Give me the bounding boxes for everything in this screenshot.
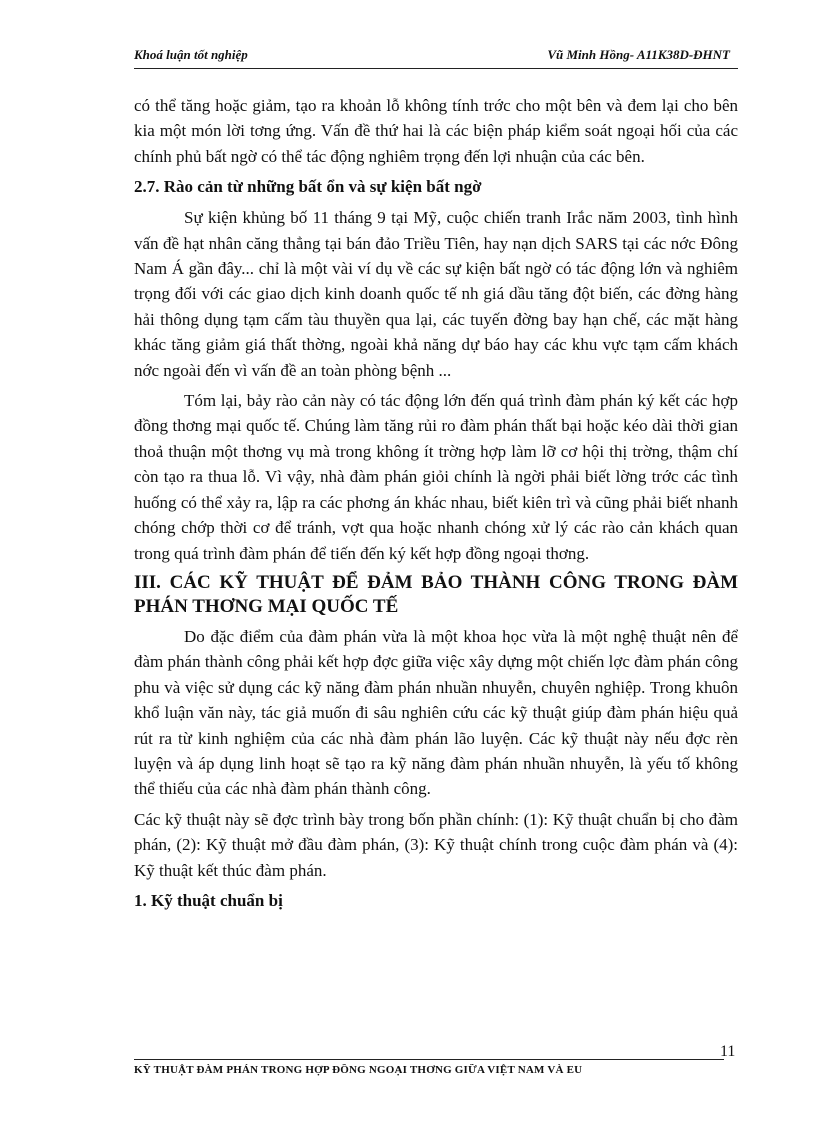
paragraph-four-parts: Các kỹ thuật này sẽ đợc trình bày trong bốn phần chính: (1): Kỹ thuật chuẩn bị cho đàm phán, (2): Kỹ thuật mở đầu đàm phán, (3): Kỹ thuật chính trong cuộc đàm phán và (4): Kỹ thuật kết thúc đàm phán.	[134, 809, 738, 880]
paragraph-continuation: có thể tăng hoặc giảm, tạo ra khoản lỗ không tính trớc cho một bên và đem lại cho bên kia một món lời tơng ứng. Vấn đề thứ hai là các biện pháp kiểm soát ngoại hối của các chính phủ bất ngờ có thể tác động nghiêm trọng đến lợi nhuận của các bên.	[134, 96, 738, 166]
heading-2-7: 2.7. Rào cản từ những bất ổn và sự kiện bất ngờ	[134, 177, 482, 197]
header-divider	[134, 68, 738, 69]
paragraph-techniques-intro: Do đặc điểm của đàm phán vừa là một khoa học vừa là một nghệ thuật nên để đàm phán thành công phải kết hợp đợc giữa việc xây dựng một chiến lợc đàm phán công phu và việc sử dụng các kỹ năng đàm phán nhuần nhuyễn, chuyên nghiệp. Trong khuôn khổ luận văn này, tác giả muốn đi sâu nghiên cứu các kỹ thuật giúp đàm phán hiệu quả rút ra từ kinh nghiệm của các nhà đàm phán lão luyện. Các kỹ thuật này nếu đợc rèn luyện và áp dụng linh hoạt sẽ tạo ra kỹ năng đàm phán nhuần nhuyễn, là yếu tố không thể thiếu của các nhà đàm phán thành công.	[134, 626, 738, 799]
page-number: 11	[720, 1043, 736, 1060]
page-header	[134, 47, 730, 69]
footer-divider	[134, 1059, 724, 1060]
header-thesis-label: Khoá luận tốt nghiệp	[134, 47, 248, 62]
paragraph-unexpected-events: Sự kiện khủng bố 11 tháng 9 tại Mỹ, cuộc chiến tranh Irắc năm 2003, tình hình vấn đề hạt nhân căng thẳng tại bán đảo Triều Tiên, hay nạn dịch SARS tại các nớc Đông Nam Á gần đây... chỉ là một vài ví dụ về các sự kiện bất ngờ có tác động lớn và nghiêm trọng đối với các giao dịch kinh doanh quốc tế nh giá dầu tăng đột biến, các đờng hàng hải thông dụng tạm cấm tàu thuyền qua lại, các tuyến đờng bay hạn chế, các mặt hàng khác tăng giảm giá thất thờng, ngoài khả năng dự báo hay các khu vực tạm cấm khách nớc ngoài đến vì vấn đề an toàn phòng bệnh ...	[134, 208, 738, 380]
heading-1-preparation: 1. Kỹ thuật chuẩn bị	[134, 890, 283, 910]
page-footer: KỸ THUẬT ĐÀM PHÁN TRONG HỢP ĐỒNG NGOẠI THƠNG GIỮA VIỆT NAM VÀ EU	[134, 1064, 583, 1076]
paragraph-summary: Tóm lại, bảy rào cản này có tác động lớn đến quá trình đàm phán ký kết các hợp đồng thơng mại quốc tế. Chúng làm tăng rủi ro đàm phán thất bại hoặc kéo dài thời gian thoả thuận một thơng vụ mà trong không ít trờng hợp làm lỡ cơ hội thị trờng, thậm chí còn tạo ra thua lỗ. Vì vậy, nhà đàm phán giỏi chính là ngời phải biết lờng trớc các tình huống có thể xảy ra, lập ra các phơng án khác nhau, biết kiên trì và cũng phải biết nhanh chóng chớp thời cơ để tránh, vợt qua hoặc nhanh chóng xử lý các rào cản khách quan trong quá trình đàm phán để tiến đến ký kết hợp đồng ngoại thơng.	[134, 391, 738, 563]
heading-section-iii: III. CÁC KỸ THUẬT ĐỂ ĐẢM BẢO THÀNH CÔNG TRONG ĐÀM PHÁN THƠNG MẠI QUỐC TẾ	[134, 571, 738, 617]
page-body	[134, 93, 738, 914]
header-author: Vũ Minh Hồng- A11K38D-ĐHNT	[547, 47, 730, 62]
